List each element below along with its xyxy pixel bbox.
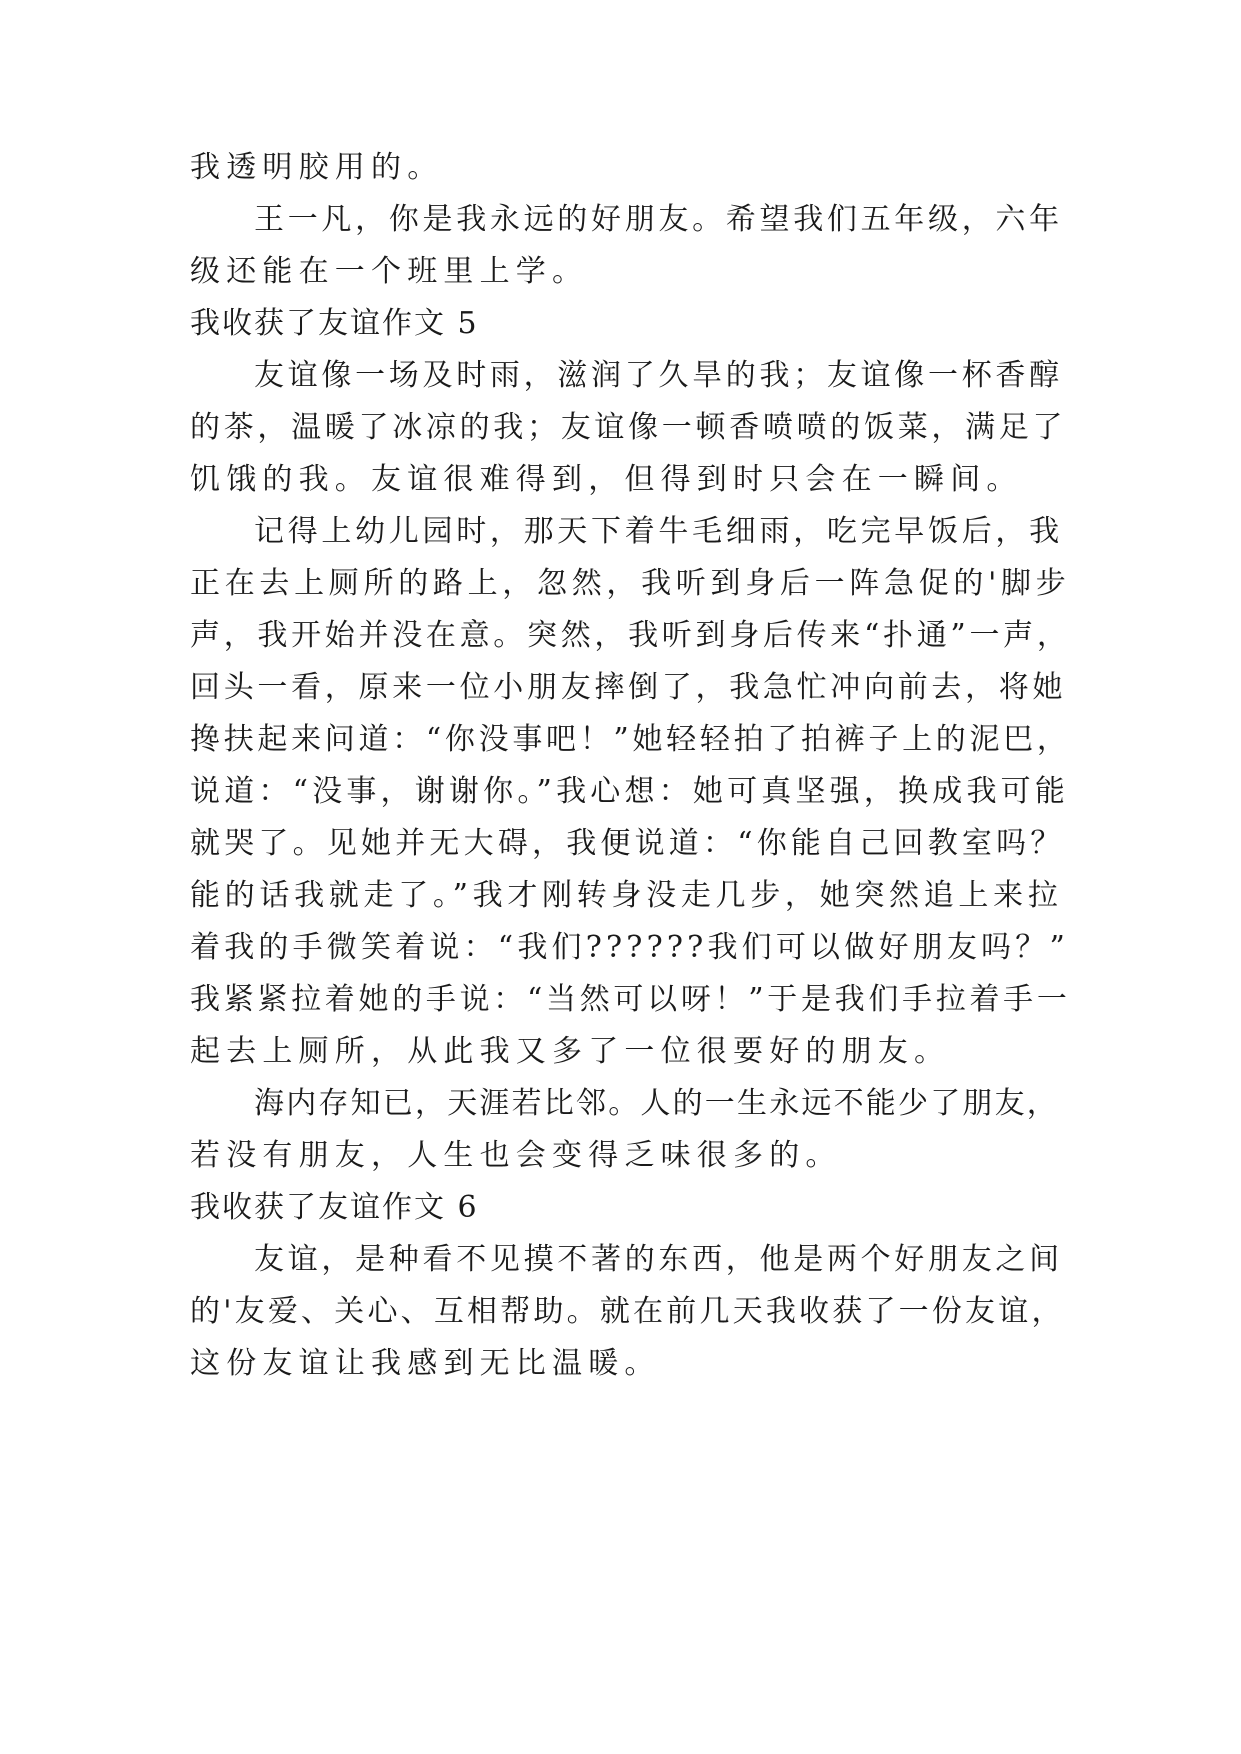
text-line: 我紧紧拉着她的手说：“当然可以呀！”于是我们手拉着手一 [190,982,1071,1017]
text-line: 海内存知已，天涯若比邻。人的一生永远不能少了朋友， [254,1086,1059,1121]
text-line: 记得上幼儿园时，那天下着牛毛细雨，吃完早饭后，我 [254,514,1063,549]
section-heading: 我收获了友谊作文 5 [190,306,479,341]
text-line: 的'友爱、关心、互相帮助。就在前几天我收获了一份友谊， [190,1294,1065,1329]
text-line: 友谊，是种看不见摸不著的东西，他是两个好朋友之间 [254,1242,1063,1277]
text-line: 说道：“没事，谢谢你。”我心想：她可真坚强，换成我可能 [190,774,1070,809]
text-line: 的茶，温暖了冰凉的我；友谊像一顿香喷喷的饭菜，满足了 [190,410,1067,445]
text-line: 友谊像一场及时雨，滋润了久旱的我；友谊像一杯香醇 [254,358,1063,393]
text-line: 声，我开始并没在意。突然，我听到身后传来“扑通”一声， [190,618,1071,653]
text-line: 我透明胶用的。 [190,150,444,185]
text-line: 能的话我就走了。”我才刚转身没走几步，她突然追上来拉 [190,878,1063,913]
text-line: 级还能在一个班里上学。 [190,254,589,289]
text-line: 饥饿的我。友谊很难得到，但得到时只会在一瞬间。 [190,462,1023,497]
text-line: 就哭了。见她并无大碍，我便说道：“你能自己回教室吗？ [190,826,1065,861]
text-line: 着我的手微笑着说：“我们??????我们可以做好朋友吗？” [190,930,1069,965]
text-line: 起去上厕所，从此我又多了一位很要好的朋友。 [190,1034,951,1069]
section-heading: 我收获了友谊作文 6 [190,1190,479,1225]
text-line: 王一凡，你是我永远的好朋友。希望我们五年级，六年 [254,202,1063,237]
text-line: 搀扶起来问道：“你没事吧！”她轻轻拍了拍裤子上的泥巴， [190,722,1071,757]
text-line: 回头一看，原来一位小朋友摔倒了，我急忙冲向前去，将她 [190,670,1067,705]
text-line: 若没有朋友，人生也会变得乏味很多的。 [190,1138,842,1173]
text-line: 正在去上厕所的路上，忽然，我听到身后一阵急促的'脚步 [190,566,1071,601]
text-line: 这份友谊让我感到无比温暖。 [190,1346,661,1381]
